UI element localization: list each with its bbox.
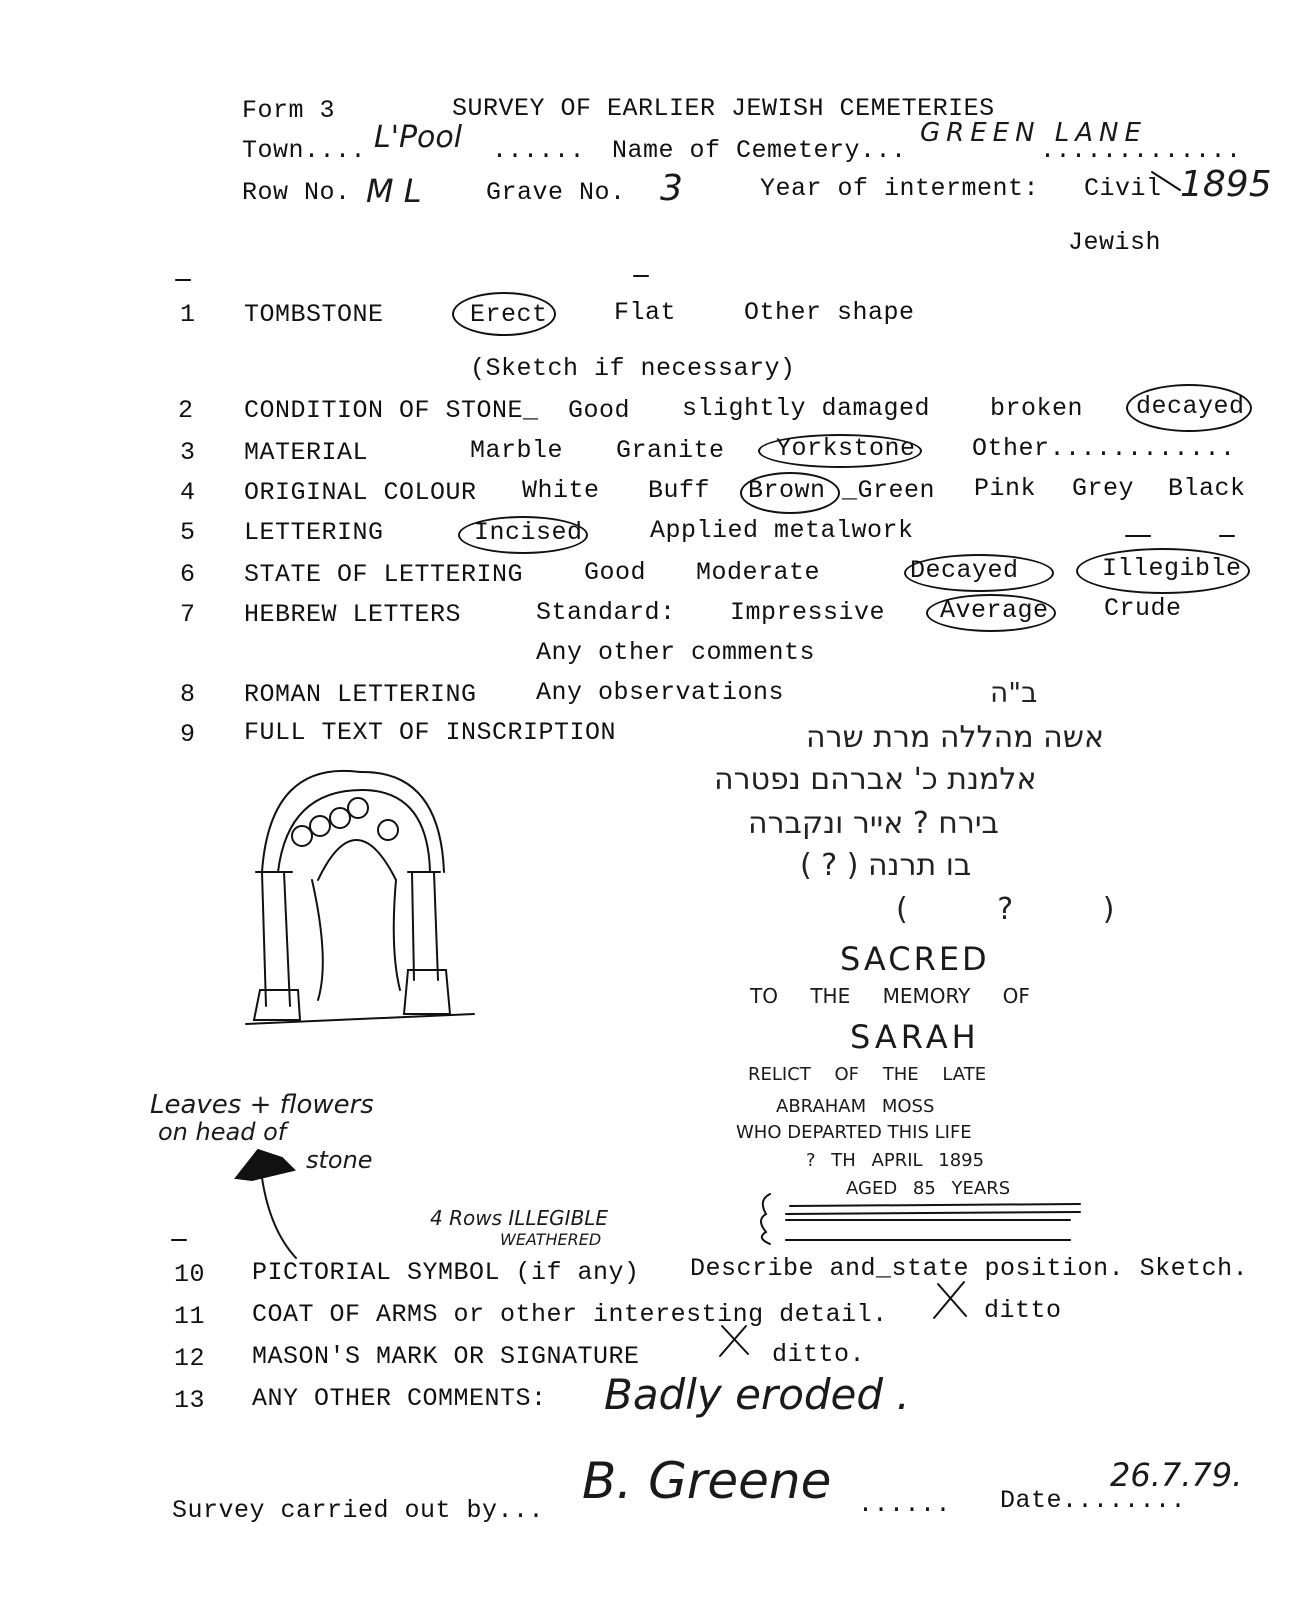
sketch-annotation-line: Leaves + flowers bbox=[150, 1090, 374, 1120]
item-number-9: 9 bbox=[180, 720, 196, 749]
date-label: Date........ bbox=[1000, 1486, 1187, 1515]
condition-option-decayed[interactable]: decayed bbox=[1136, 392, 1245, 421]
colour-option-pink[interactable]: Pink bbox=[974, 474, 1037, 503]
cemetery-value[interactable]: GREEN LANE bbox=[920, 118, 1147, 148]
survey-by-dots: ...... bbox=[858, 1490, 952, 1519]
state-option-decayed[interactable]: Decayed bbox=[910, 556, 1019, 585]
tombstone-option-other[interactable]: Other shape bbox=[744, 298, 915, 327]
lettering-label: LETTERING bbox=[244, 518, 384, 547]
hebrew-inscription-line: ( ? ) bbox=[896, 892, 1155, 927]
colour-option-buff[interactable]: Buff bbox=[648, 476, 711, 505]
inscription-line: AGED 85 YEARS bbox=[846, 1178, 1011, 1199]
item-number-3: 3 bbox=[180, 438, 196, 467]
civil-year-value[interactable]: 1895 bbox=[1180, 164, 1272, 205]
condition-option-broken[interactable]: broken bbox=[990, 394, 1084, 423]
hebrew-letters-label: HEBREW LETTERS bbox=[244, 600, 462, 629]
item-number-6: 6 bbox=[180, 560, 196, 589]
colour-option-grey[interactable]: Grey bbox=[1072, 474, 1135, 503]
town-dots: ...... bbox=[492, 136, 586, 165]
condition-label: CONDITION OF STONE_ bbox=[244, 396, 539, 425]
colour-label: ORIGINAL COLOUR bbox=[244, 478, 477, 507]
hebrew-option-crude[interactable]: Crude bbox=[1104, 594, 1182, 623]
form-title: SURVEY OF EARLIER JEWISH CEMETERIES bbox=[452, 94, 995, 123]
tombstone-option-erect[interactable]: Erect bbox=[470, 300, 548, 329]
rule-line bbox=[786, 1212, 1080, 1214]
state-label: STATE OF LETTERING bbox=[244, 560, 524, 589]
inscription-line: TO THE MEMORY OF bbox=[750, 984, 1030, 1008]
item-number-10: 10 bbox=[174, 1260, 206, 1289]
colour-option-brown[interactable]: Brown bbox=[748, 476, 826, 505]
item-number-2: 2 bbox=[178, 396, 194, 425]
condition-option-good[interactable]: Good bbox=[568, 396, 631, 425]
roman-observations: Any observations bbox=[536, 678, 785, 707]
masons-mark-note: ditto. bbox=[772, 1340, 866, 1369]
leaves-scribble bbox=[236, 1150, 294, 1180]
condition-option-slightly-damaged[interactable]: slightly damaged bbox=[682, 394, 931, 423]
other-comments-label: ANY OTHER COMMENTS: bbox=[252, 1384, 547, 1413]
hebrew-option-impressive[interactable]: Impressive bbox=[730, 598, 886, 627]
item-number-5: 5 bbox=[180, 518, 196, 547]
state-option-moderate[interactable]: Moderate bbox=[696, 558, 821, 587]
material-option-granite[interactable]: Granite bbox=[616, 436, 725, 465]
pictorial-symbol-label: PICTORIAL SYMBOL (if any) bbox=[252, 1258, 640, 1287]
grave-value[interactable]: 3 bbox=[660, 168, 683, 209]
rule-line bbox=[790, 1204, 1080, 1206]
item-number-8: 8 bbox=[180, 680, 196, 709]
inscription-line: SARAH bbox=[850, 1018, 980, 1056]
item-number-1: 1 bbox=[180, 300, 196, 329]
tombstone-label: TOMBSTONE bbox=[244, 300, 384, 329]
pictorial-symbol-note: Describe and_state position. Sketch. bbox=[690, 1254, 1249, 1283]
hebrew-option-average[interactable]: Average bbox=[940, 596, 1049, 625]
jewish-label: Jewish bbox=[1068, 228, 1162, 257]
hebrew-inscription-line: ב"ה bbox=[990, 676, 1038, 709]
civil-label: Civil bbox=[1084, 174, 1162, 203]
town-value[interactable]: L'Pool bbox=[374, 120, 463, 155]
survey-by-label: Survey carried out by... bbox=[172, 1496, 545, 1525]
grave-label: Grave No. bbox=[486, 178, 626, 207]
surveyor-signature[interactable]: B. Greene bbox=[582, 1452, 832, 1510]
colour-option-black[interactable]: Black bbox=[1168, 474, 1246, 503]
inscription-line: ? TH APRIL 1895 bbox=[806, 1150, 985, 1171]
inscription-label: FULL TEXT OF INSCRIPTION bbox=[244, 718, 617, 747]
pointer-line bbox=[262, 1178, 296, 1258]
cemetery-label: Name of Cemetery... bbox=[612, 136, 907, 165]
hebrew-standard-label: Standard: bbox=[536, 598, 676, 627]
lettering-option-incised[interactable]: Incised bbox=[474, 518, 583, 547]
inscription-line: ABRAHAM MOSS bbox=[776, 1096, 935, 1117]
row-label: Row No. bbox=[242, 178, 351, 207]
cross-mark bbox=[720, 1326, 748, 1356]
item-number-13: 13 bbox=[174, 1386, 206, 1415]
hebrew-inscription-line: אשה מהללה מרת שרה bbox=[806, 720, 1105, 755]
colour-option-green[interactable]: _Green bbox=[842, 476, 936, 505]
state-option-good[interactable]: Good bbox=[584, 558, 647, 587]
lettering-option-applied-metalwork[interactable]: Applied metalwork bbox=[650, 516, 914, 545]
material-option-marble[interactable]: Marble bbox=[470, 436, 564, 465]
row-value[interactable]: M L bbox=[366, 172, 422, 210]
inscription-line: RELICT OF THE LATE bbox=[748, 1064, 987, 1085]
item-number-11: 11 bbox=[174, 1302, 206, 1331]
inscription-line: WHO DEPARTED THIS LIFE bbox=[736, 1122, 972, 1143]
colour-option-white[interactable]: White bbox=[522, 476, 600, 505]
other-comments-value[interactable]: Badly eroded . bbox=[604, 1370, 910, 1419]
coat-of-arms-label: COAT OF ARMS or other interesting detail. bbox=[252, 1300, 888, 1329]
tombstone-sketch-note: (Sketch if necessary) bbox=[470, 354, 796, 383]
material-option-other[interactable]: Other............ bbox=[972, 434, 1236, 463]
form-number: Form 3 bbox=[242, 96, 336, 125]
year-label: Year of interment: bbox=[760, 174, 1040, 203]
item-number-7: 7 bbox=[180, 600, 196, 629]
sketch-annotation-line: stone bbox=[306, 1146, 373, 1174]
tombstone-option-flat[interactable]: Flat bbox=[614, 298, 677, 327]
rows-annotation-line: WEATHERED bbox=[500, 1230, 602, 1249]
cemetery-dots: ............. bbox=[1040, 136, 1242, 165]
material-option-yorkstone[interactable]: Yorkstone bbox=[776, 434, 916, 463]
date-value[interactable]: 26.7.79. bbox=[1110, 1456, 1243, 1494]
item-number-12: 12 bbox=[174, 1344, 206, 1373]
ink-stroke bbox=[1152, 172, 1180, 190]
masons-mark-label: MASON'S MARK OR SIGNATURE bbox=[252, 1342, 640, 1371]
inscription-line: SACRED bbox=[840, 940, 990, 978]
item-number-4: 4 bbox=[180, 478, 196, 507]
hebrew-inscription-line: בו תרנה ( ? ) bbox=[800, 848, 972, 883]
state-option-illegible[interactable]: Illegible bbox=[1102, 554, 1242, 583]
coat-of-arms-note: ditto bbox=[984, 1296, 1062, 1325]
rows-annotation-line: 4 Rows ILLEGIBLE bbox=[430, 1206, 609, 1230]
brace-mark bbox=[761, 1194, 770, 1244]
town-label: Town.... bbox=[242, 136, 367, 165]
hebrew-inscription-line: בירח ? אייר ונקברה bbox=[748, 806, 999, 841]
roman-lettering-label: ROMAN LETTERING bbox=[244, 680, 477, 709]
material-label: MATERIAL bbox=[244, 438, 369, 467]
cross-mark bbox=[934, 1282, 966, 1318]
hebrew-inscription-line: אלמנת כ' אברהם נפטרה bbox=[714, 762, 1037, 797]
hebrew-other-comments: Any other comments bbox=[536, 638, 816, 667]
sketch-annotation-line: on head of bbox=[158, 1118, 287, 1146]
tombstone-sketch bbox=[246, 771, 474, 1024]
